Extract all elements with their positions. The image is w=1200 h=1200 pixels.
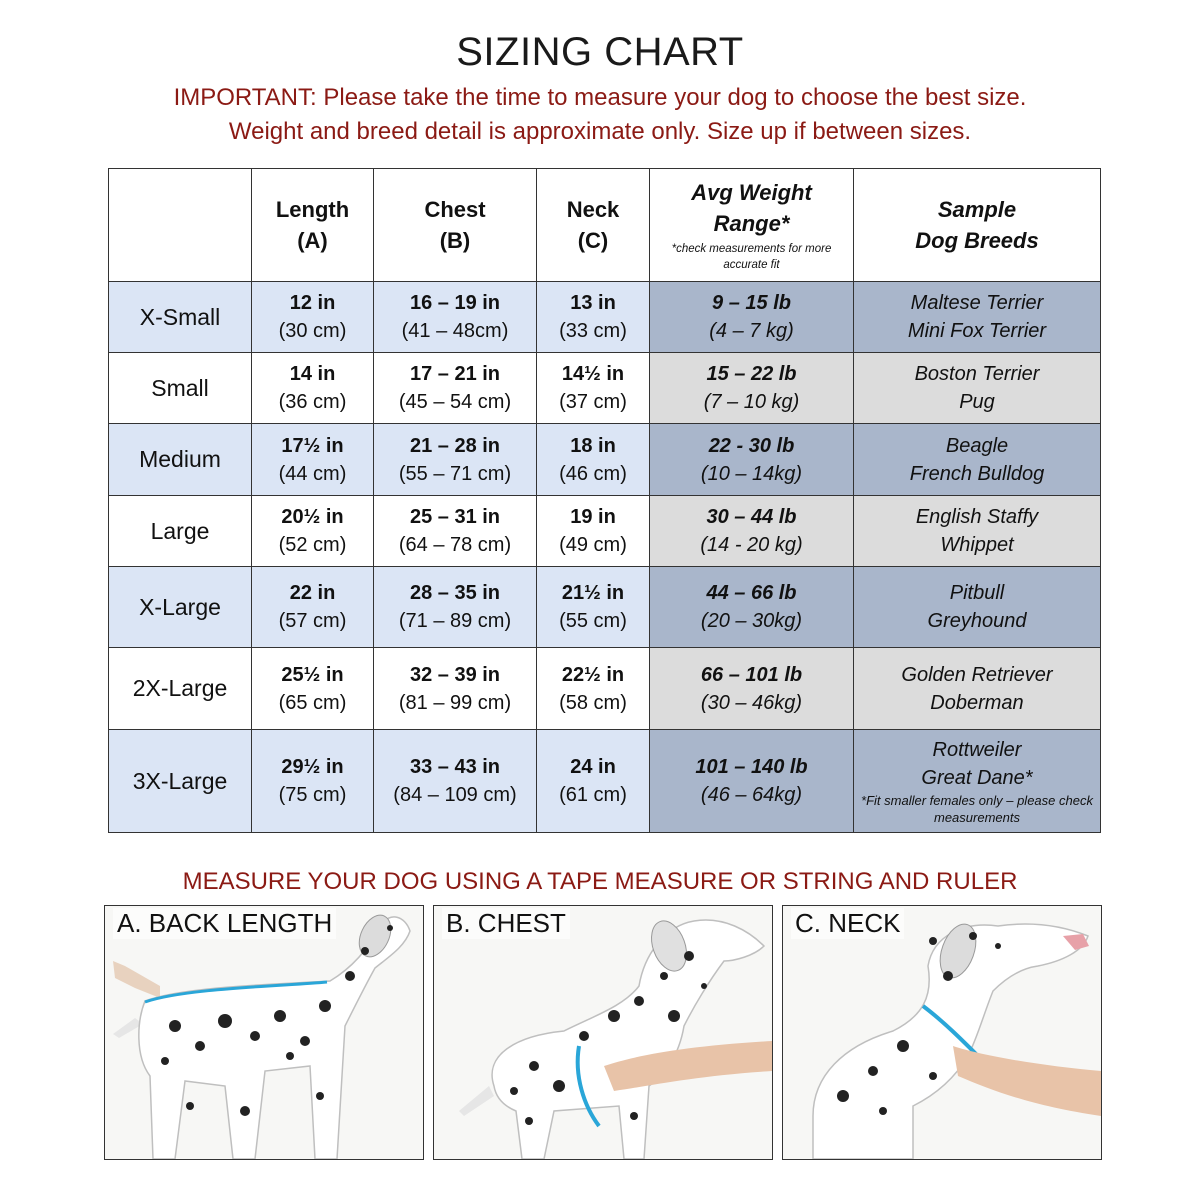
neck-cell: 13 in (33 cm) [537, 282, 650, 353]
header-row [109, 169, 1101, 282]
length-cell: 29½ in (75 cm) [252, 730, 374, 833]
header-length: Length (A) [252, 169, 374, 282]
neck-cell: 14½ in (37 cm) [537, 353, 650, 424]
chest-cell: 21 – 28 in (55 – 71 cm) [374, 424, 537, 496]
chest-cell: 17 – 21 in (45 – 54 cm) [374, 353, 537, 424]
dalmatian-neck-illustration [783, 906, 1101, 1159]
neck-cell: 21½ in (55 cm) [537, 567, 650, 648]
header-neck: Neck (C) [537, 169, 650, 282]
weight-cell: 66 – 101 lb (30 – 46kg) [650, 648, 854, 730]
header-weight: Avg Weight Range* *check measurements for more accurate fit [650, 169, 854, 282]
table-row [109, 424, 1101, 496]
sizing-table [108, 168, 1101, 833]
panel-back-length [104, 905, 424, 1160]
breeds-cell: Rottweiler Great Dane* *Fit smaller females only – please check measurements [854, 730, 1101, 833]
breeds-cell: English Staffy Whippet [854, 496, 1101, 567]
length-cell: 14 in (36 cm) [252, 353, 374, 424]
size-label: X-Large [109, 567, 252, 648]
header-breeds: Sample Dog Breeds [854, 169, 1101, 282]
dalmatian-back-length-illustration [105, 906, 423, 1159]
header-chest: Chest (B) [374, 169, 537, 282]
important-note-line1: IMPORTANT: Please take the time to measure your dog to choose the best size. [173, 84, 1027, 111]
length-cell: 22 in (57 cm) [252, 567, 374, 648]
panel-neck [782, 905, 1102, 1160]
length-cell: 20½ in (52 cm) [252, 496, 374, 567]
weight-cell: 15 – 22 lb (7 – 10 kg) [650, 353, 854, 424]
page-title: SIZING CHART [456, 30, 744, 74]
size-label: 2X-Large [109, 648, 252, 730]
panel-b-label: B. CHEST [442, 908, 570, 939]
length-cell: 17½ in (44 cm) [252, 424, 374, 496]
table-row [109, 730, 1101, 833]
length-cell: 12 in (30 cm) [252, 282, 374, 353]
chest-cell: 28 – 35 in (71 – 89 cm) [374, 567, 537, 648]
weight-cell: 44 – 66 lb (20 – 30kg) [650, 567, 854, 648]
chest-cell: 33 – 43 in (84 – 109 cm) [374, 730, 537, 833]
size-label: 3X-Large [109, 730, 252, 833]
weight-cell: 101 – 140 lb (46 – 64kg) [650, 730, 854, 833]
breeds-cell: Golden Retriever Doberman [854, 648, 1101, 730]
size-label: X-Small [109, 282, 252, 353]
header-weight-note: *check measurements for more accurate fit [671, 243, 832, 271]
breeds-cell: Boston Terrier Pug [854, 353, 1101, 424]
weight-cell: 30 – 44 lb (14 - 20 kg) [650, 496, 854, 567]
dalmatian-chest-illustration [434, 906, 772, 1159]
header-empty [109, 169, 252, 282]
weight-cell: 9 – 15 lb (4 – 7 kg) [650, 282, 854, 353]
neck-cell: 19 in (49 cm) [537, 496, 650, 567]
table-row [109, 648, 1101, 730]
weight-cell: 22 - 30 lb (10 – 14kg) [650, 424, 854, 496]
size-label: Medium [109, 424, 252, 496]
table-row [109, 496, 1101, 567]
neck-cell: 24 in (61 cm) [537, 730, 650, 833]
neck-cell: 18 in (46 cm) [537, 424, 650, 496]
length-cell: 25½ in (65 cm) [252, 648, 374, 730]
table-row [109, 567, 1101, 648]
table-row [109, 282, 1101, 353]
measure-heading: MEASURE YOUR DOG USING A TAPE MEASURE OR STRING AND RULER [182, 868, 1018, 895]
panel-a-label: A. BACK LENGTH [113, 908, 336, 939]
breed-fit-note: *Fit smaller females only – please check measurements [861, 793, 1093, 825]
size-label: Small [109, 353, 252, 424]
breeds-cell: Maltese Terrier Mini Fox Terrier [854, 282, 1101, 353]
chest-cell: 32 – 39 in (81 – 99 cm) [374, 648, 537, 730]
breeds-cell: Pitbull Greyhound [854, 567, 1101, 648]
neck-cell: 22½ in (58 cm) [537, 648, 650, 730]
breeds-cell: Beagle French Bulldog [854, 424, 1101, 496]
important-note-line2: Weight and breed detail is approximate only. Size up if between sizes. [228, 118, 972, 145]
panel-chest [433, 905, 773, 1160]
table-row [109, 353, 1101, 424]
size-label: Large [109, 496, 252, 567]
chest-cell: 16 – 19 in (41 – 48cm) [374, 282, 537, 353]
panel-c-label: C. NECK [791, 908, 904, 939]
chest-cell: 25 – 31 in (64 – 78 cm) [374, 496, 537, 567]
